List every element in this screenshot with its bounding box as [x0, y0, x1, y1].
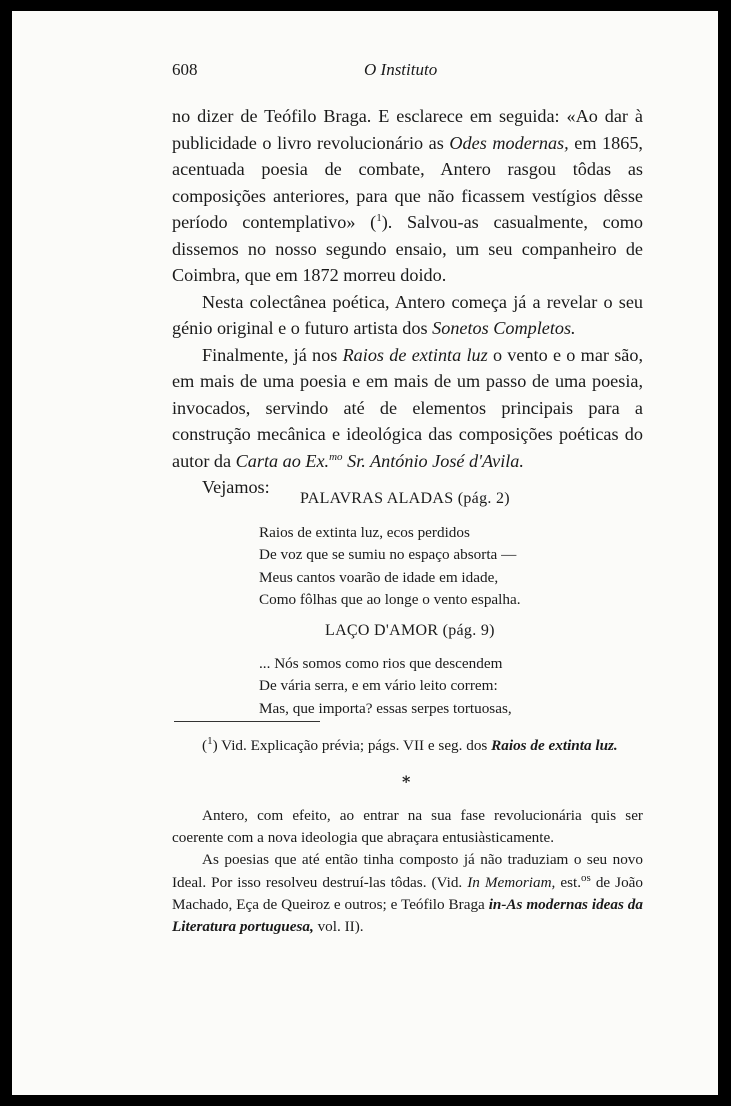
text-run: Vid. Explicação prévia; págs. VII e seg. dos	[217, 737, 492, 754]
footnote-mark: 1	[207, 734, 213, 747]
emphasis-in-memoriam: In Memoriam,	[467, 873, 556, 891]
text-run: Finalmente, já nos	[202, 344, 343, 365]
verse-line: De vária serra, e em vário leito correm:	[259, 677, 498, 695]
running-title: O Instituto	[364, 60, 438, 79]
page-header	[160, 60, 643, 84]
paragraph-3	[172, 342, 643, 475]
paragraph-1	[172, 103, 643, 289]
footnote: ($^1$) Vid. Explicação prévia; págs. VII e seg. dos Raios de extinta luz.	[202, 734, 618, 754]
superscript-os: os	[581, 871, 591, 884]
text-run: est.	[555, 873, 582, 891]
text-run: em 1865, acentuada poesia de combate, Antero rasgou tôdas as composições anteriores, para que não ficassem vestígios dêsse período contemplativo» (	[172, 132, 643, 232]
text-run: ). Salvou-as casualmente, como dissemos no nosso segundo ensaio, um seu companheiro de Coimbra, que em 1872 morreu doido.	[172, 212, 643, 285]
paragraph-4: Vejamos:	[202, 477, 270, 497]
poem-title-1: PALAVRAS ALADAS (pág. 2)	[300, 490, 510, 507]
note-1: Antero, com efeito, ao entrar na sua fase revolucionária quis ser coerente com a nova ideologia que abraçara entusiàsticamente.	[172, 807, 643, 847]
verse-line: ... Nós somos como rios que descendem	[259, 655, 503, 672]
verse-line: Como fôlhas que ao longe o vento espalha.	[259, 590, 521, 608]
superscript-mo: mo	[329, 450, 343, 463]
verse-line: Meus cantos voarão de idade em idade,	[259, 568, 499, 586]
emphasis-raios-footnote: Raios de extinta luz.	[491, 737, 618, 754]
poem-1	[259, 522, 639, 611]
text-run: As poesias que até então tinha composto já não traduziam o seu novo Ideal. Por isso resolveu destruí-las tôdas. (Vid.	[172, 851, 643, 891]
poem-2	[259, 653, 639, 720]
emphasis-modernas-ideas: in-As modernas ideas da Literatura portuguesa,	[172, 895, 643, 936]
text-run: no dizer de Teófilo Braga. E esclarece em seguida: «Ao dar à publicidade o livro revolucionário as	[172, 106, 643, 153]
text-run: o vento e o mar são, em mais de uma poesia e em mais de um passo de uma poesia, invocados, servindo até de elementos principais para a construção mecânica e ideológica das composições poéticas do autor da	[172, 344, 643, 471]
emphasis-raios: Raios de extinta luz	[342, 344, 488, 365]
footnote-ref: 1	[376, 211, 382, 224]
emphasis-odes-modernas: Odes modernas,	[449, 132, 569, 153]
text-run: Nesta colectânea poética, Antero começa já a revelar o seu génio original e o futuro artista dos	[172, 291, 643, 338]
poem-title-2: LAÇO D'AMOR (pág. 9)	[325, 622, 495, 639]
body-text	[172, 103, 643, 501]
notes-section	[172, 805, 643, 938]
emphasis-sr-antonio: Sr. António José d'Avila.	[342, 450, 524, 471]
paragraph-2	[172, 289, 643, 342]
emphasis-sonetos: Sonetos Completos.	[432, 318, 576, 338]
text-run: vol. II).	[313, 918, 364, 936]
emphasis-carta: Carta ao Ex.	[235, 450, 330, 471]
section-asterisk: *	[402, 772, 411, 791]
verse-line: Raios de extinta luz, ecos perdidos	[259, 524, 470, 541]
text-run: de João Machado, Eça de Queiroz e outros; e Teófilo Braga	[172, 873, 644, 913]
footnote-rule	[174, 721, 320, 722]
verse-line: Mas, que importa? essas serpes tortuosas,	[259, 699, 512, 717]
page-number: 608	[172, 60, 198, 79]
verse-line: De voz que se sumiu no espaço absorta —	[259, 546, 517, 564]
note-2	[172, 849, 643, 938]
